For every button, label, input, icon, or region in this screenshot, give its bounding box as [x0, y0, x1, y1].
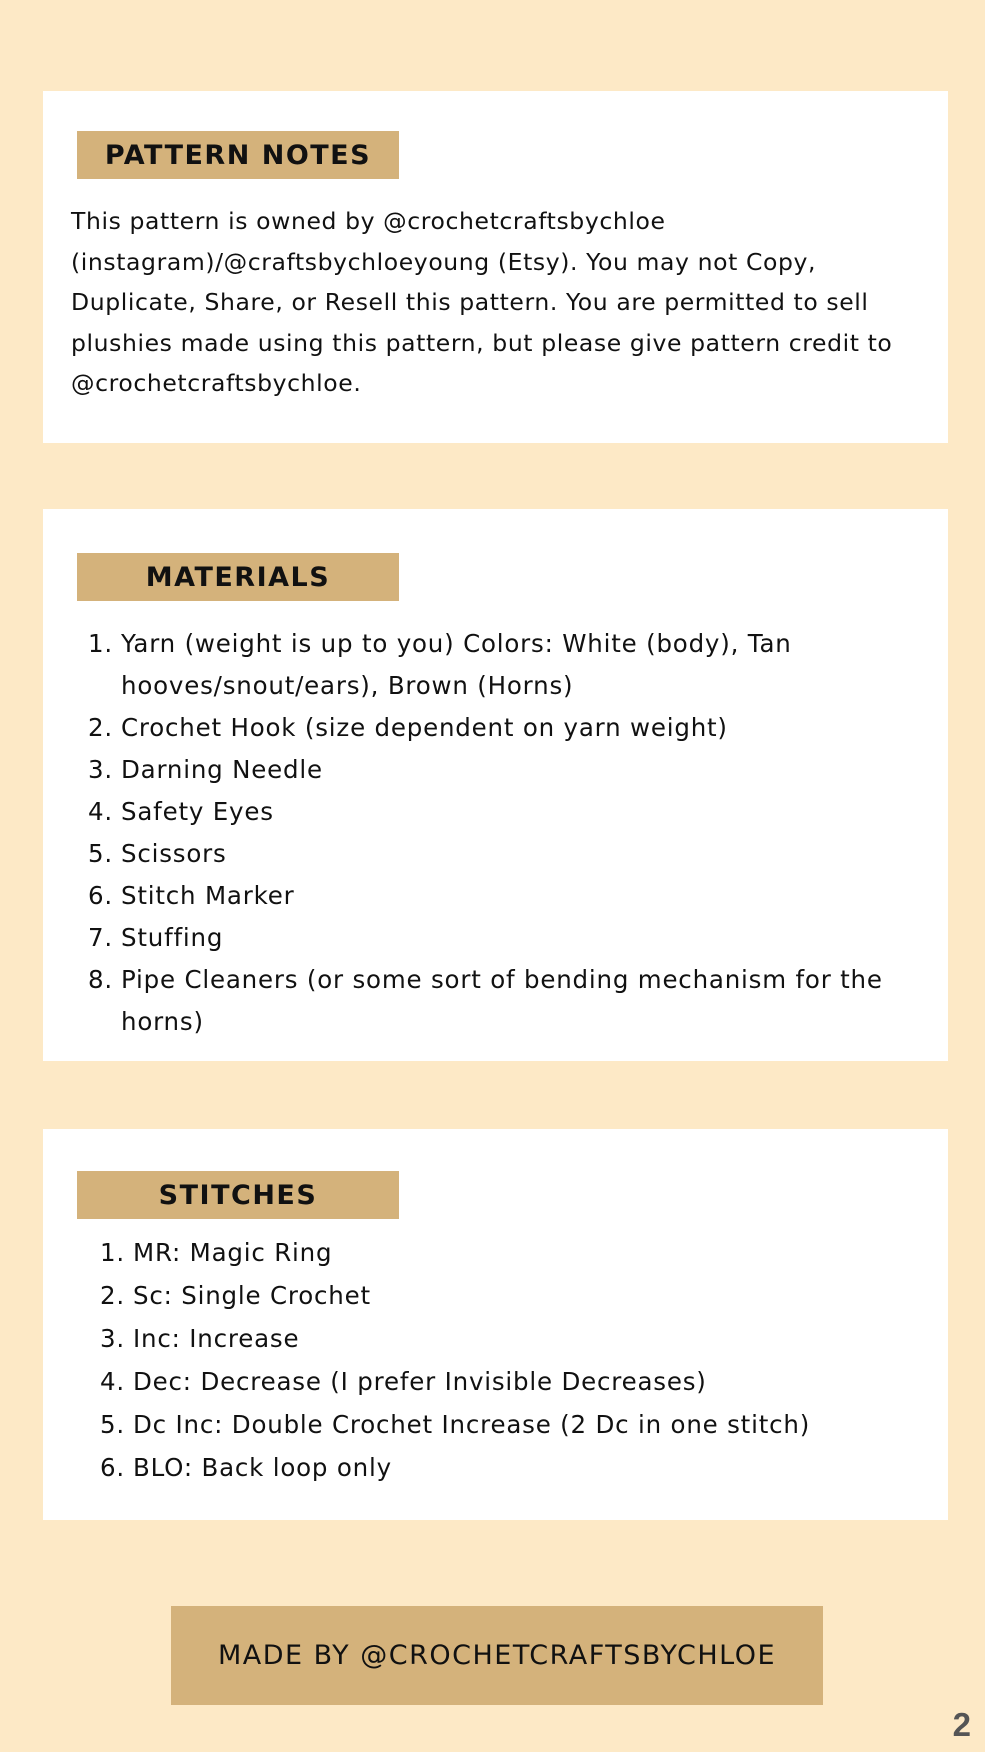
list-item-number: 4.	[88, 797, 113, 826]
list-item	[73, 707, 933, 749]
materials-heading: MATERIALS	[77, 553, 399, 601]
page-number: 2	[952, 1706, 971, 1743]
list-item-number: 1.	[88, 629, 113, 658]
list-item	[73, 749, 933, 791]
list-item	[85, 1231, 925, 1274]
list-item	[85, 1317, 925, 1360]
list-item-number: 5.	[100, 1410, 125, 1439]
list-item-text: Stuffing	[121, 923, 224, 952]
list-item	[73, 875, 933, 917]
list-item-number: 7.	[88, 923, 113, 952]
list-item	[73, 917, 933, 959]
list-item	[73, 833, 933, 875]
list-item-text: Inc: Increase	[133, 1324, 300, 1353]
list-item	[85, 1360, 925, 1403]
list-item-text: BLO: Back loop only	[133, 1453, 392, 1482]
list-item-text: Safety Eyes	[121, 797, 274, 826]
made-by-credit: MADE BY @CROCHETCRAFTSBYCHLOE	[171, 1606, 823, 1705]
list-item-text: Yarn (weight is up to you) Colors: White (body), Tan hooves/snout/ears), Brown (Horns)	[121, 629, 792, 700]
list-item-text: Dc Inc: Double Crochet Increase (2 Dc in one stitch)	[133, 1410, 811, 1439]
list-item-number: 5.	[88, 839, 113, 868]
list-item-text: Sc: Single Crochet	[133, 1281, 371, 1310]
list-item-text: Dec: Decrease (I prefer Invisible Decreases)	[133, 1367, 707, 1396]
stitches-heading: STITCHES	[77, 1171, 399, 1219]
materials-card	[43, 509, 948, 1061]
list-item	[85, 1446, 925, 1489]
list-item	[73, 959, 933, 1043]
list-item-number: 8.	[88, 965, 113, 994]
list-item-number: 6.	[100, 1453, 125, 1482]
list-item	[73, 791, 933, 833]
list-item-number: 2.	[100, 1281, 125, 1310]
list-item-text: Scissors	[121, 839, 227, 868]
list-item	[85, 1274, 925, 1317]
list-item-number: 3.	[88, 755, 113, 784]
list-item-text: Darning Needle	[121, 755, 323, 784]
list-item-number: 6.	[88, 881, 113, 910]
pattern-notes-heading: PATTERN NOTES	[77, 131, 399, 179]
list-item-number: 3.	[100, 1324, 125, 1353]
list-item-number: 2.	[88, 713, 113, 742]
list-item-number: 4.	[100, 1367, 125, 1396]
stitches-card	[43, 1129, 948, 1520]
list-item-text: MR: Magic Ring	[133, 1238, 333, 1267]
list-item-text: Stitch Marker	[121, 881, 295, 910]
materials-list	[73, 623, 933, 1043]
pattern-notes-card	[43, 91, 948, 443]
list-item	[73, 623, 933, 707]
pattern-notes-body: This pattern is owned by @crochetcraftsbychloe (instagram)/@craftsbychloeyoung (Etsy). You may not Copy, Duplicate, Share, or Resell this pattern. You are permitted to sell plushies made using this pattern, but please give pattern credit to @crochetcraftsbychloe.	[71, 207, 893, 397]
list-item	[85, 1403, 925, 1446]
list-item-text: Pipe Cleaners (or some sort of bending mechanism for the horns)	[121, 965, 883, 1036]
list-item-number: 1.	[100, 1238, 125, 1267]
list-item-text: Crochet Hook (size dependent on yarn weight)	[121, 713, 728, 742]
stitches-list	[85, 1231, 925, 1489]
